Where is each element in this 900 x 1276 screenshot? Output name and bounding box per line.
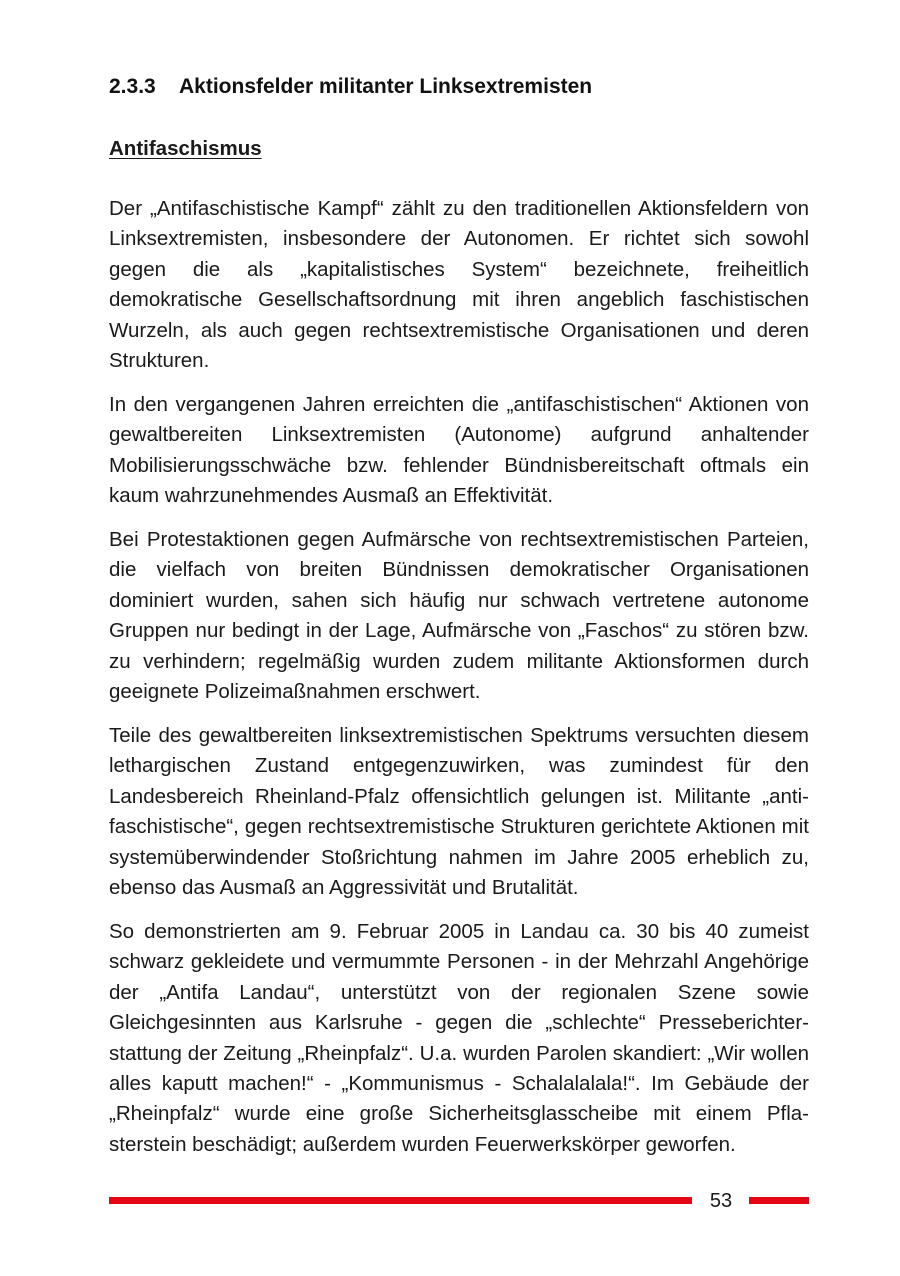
paragraph: Der „Antifaschistische Kampf“ zählt zu den traditionellen Aktionsfeldern von Linksextremisten, insbesondere der Autonomen. Er richtet sich sowohl gegen die als „kapitalistisches System“ bezeichnete, freiheitlich demokratische Gesellschaftsordnung mit ihren angeblich faschistischen Wurzeln, als auch gegen rechtsextremistische Organisationen und deren Strukturen. bbox=[109, 197, 809, 373]
paragraph: Teile des gewaltbereiten linksextremistischen Spektrums versuchten diesem lethargischen Zustand entgegenzuwirken, was zumindest für den Landesbereich Rheinland-Pfalz offensichtlich gelungen ist. Militante „antifaschistische“, gegen rechtsextremistische Strukturen gerichtete Aktionen mit systemüberwindender Stoßrichtung nahmen im Jahre 2005 erheblich zu, ebenso das Ausmaß an Aggressivität und Brutalität. bbox=[109, 724, 809, 900]
section-heading bbox=[109, 72, 809, 102]
paragraph: In den vergangenen Jahren erreichten die „antifaschistischen“ Aktionen von gewaltbereiten Linksextremisten (Autonome) aufgrund anhaltender Mobilisierungsschwäche bzw. fehlender Bündnisbereitschaft oftmals ein kaum wahrzunehmendes Ausmaß an Effektivität. bbox=[109, 392, 809, 508]
section-number: 2.3.3 bbox=[109, 75, 156, 98]
paragraph: Bei Protestaktionen gegen Aufmärsche von rechtsextremistischen Parteien, die vielfach von breiten Bündnissen demokratischer Organisationen dominiert wurden, sahen sich häufig nur schwach vertretene autonome Gruppen nur bedingt in der Lage, Aufmärsche von „Faschos“ zu stören bzw. zu verhindern; regelmäßig wurden zudem militante Aktionsformen durch geeignete Polizeimaßnahmen erschwert. bbox=[109, 528, 809, 704]
footer-rule-left bbox=[109, 1197, 692, 1204]
paragraph: So demonstrierten am 9. Februar 2005 in Landau ca. 30 bis 40 zumeist schwarz gekleidete und vermummte Personen - in der Mehrzahl Angehörige der „Antifa Landau“, unterstützt von der regionalen Szene sowie Gleichgesinnten aus Karlsruhe - gegen die „schlechte“ Presseberichterstattung der Zeitung „Rheinpfalz“. U.a. wurden Parolen skandiert: „Wir wollen alles kaputt machen!“ - „Kommunismus - Schalalalala!“. Im Gebäude der „Rheinpfalz“ wurde eine große Sicherheitsglasscheibe mit einem Pflasterstein beschädigt; außerdem wurden Feuerwerkskörper geworfen. bbox=[109, 919, 809, 1156]
footer-rule-right bbox=[749, 1197, 809, 1204]
subheading-antifaschismus: Antifaschismus bbox=[109, 137, 262, 160]
page-number: 53 bbox=[709, 1190, 733, 1212]
page-footer bbox=[109, 1188, 809, 1214]
page-content bbox=[109, 72, 809, 1160]
section-title: Aktionsfelder militanter Linksextremisten bbox=[179, 75, 593, 98]
